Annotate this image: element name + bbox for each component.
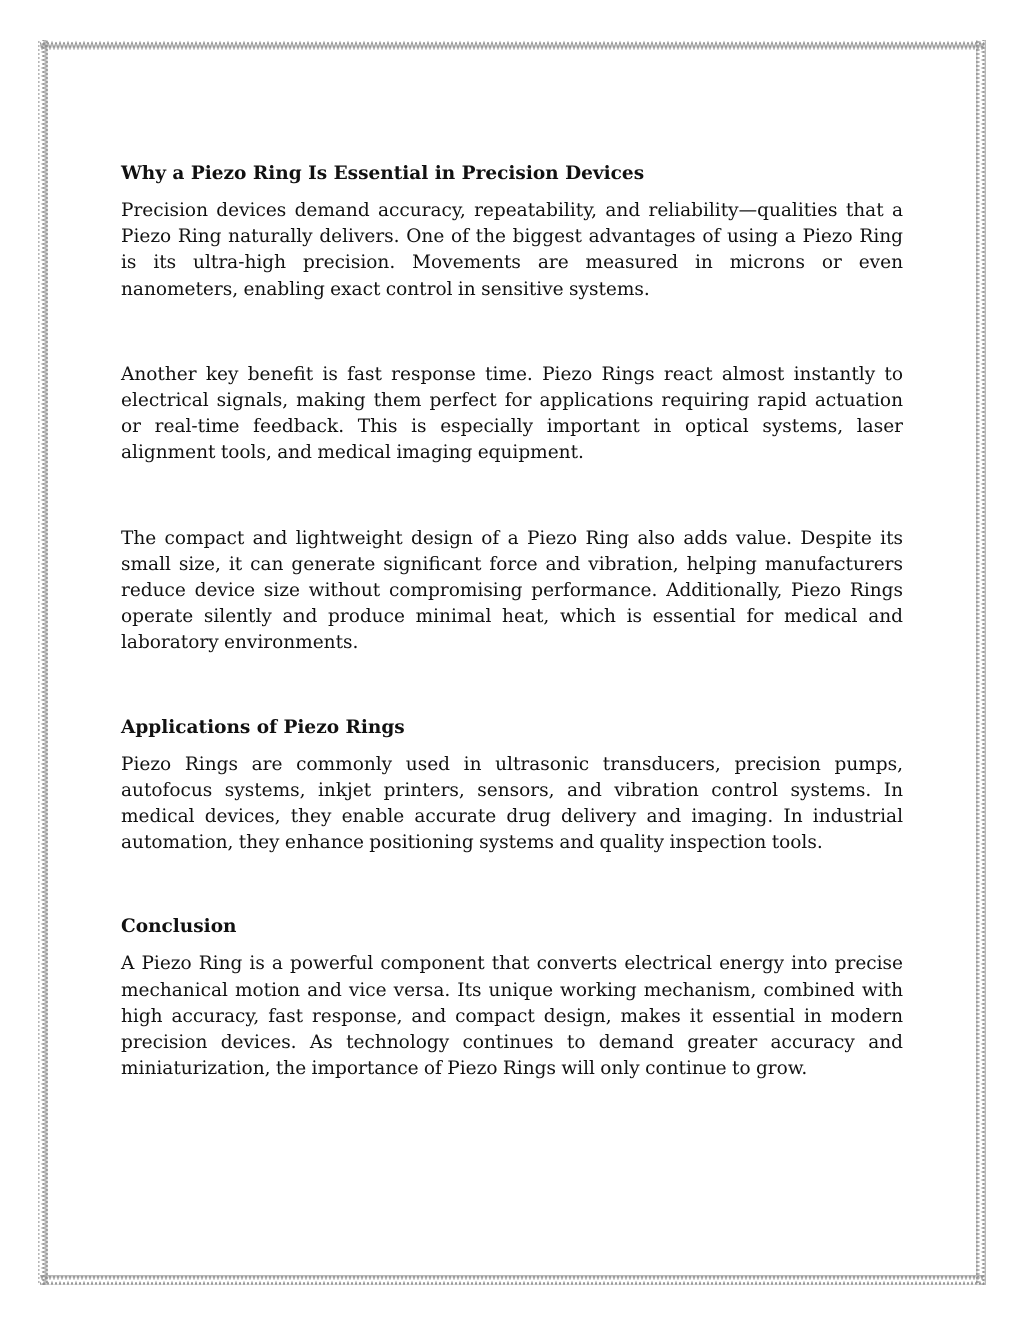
section-heading-conclusion: Conclusion (121, 916, 237, 938)
border-left (38, 40, 48, 1285)
paragraph-precision-intro: Precision devices demand accuracy, repeatability, and reliability—qualities that a Piezo Ring naturally delivers. One of the biggest advantages of using a Piezo Ring is its ultra-high precision. Movements are measured in microns or even nanometers, enabling exact control in sensitive systems. (121, 200, 903, 300)
paragraph-compact-design: The compact and lightweight design of a Piezo Ring also adds value. Despite its small size, it can generate significant force and vibration, helping manufacturers reduce device size without compromising performance. Additionally, Piezo Rings operate silently and produce minimal heat, which is essential for medical and laboratory environments. (121, 527, 903, 654)
paragraph-applications: Piezo Rings are commonly used in ultrasonic transducers, precision pumps, autofocus systems, inkjet printers, sensors, and vibration control systems. In medical devices, they enable accurate drug delivery and imaging. In industrial automation, they enhance positioning systems and quality inspection tools. (121, 753, 903, 854)
border-bottom (40, 1275, 984, 1285)
section-heading-applications: Applications of Piezo Rings (121, 716, 405, 738)
paragraph-fast-response: Another key benefit is fast response time. Piezo Rings react almost instantly to electrical signals, making them perfect for applications requiring rapid actuation or real-time feedback. This is especially important in optical systems, laser alignment tools, and medical imaging equipment. (121, 363, 903, 464)
border-top (40, 40, 984, 50)
document-body (121, 159, 903, 1082)
section-heading-why-essential: Why a Piezo Ring Is Essential in Precision Devices (121, 163, 645, 184)
paragraph-conclusion: A Piezo Ring is a powerful component that converts electrical energy into precise mechanical motion and vice versa. Its unique working mechanism, combined with high accuracy, fast response, and compact design, makes it essential in modern precision devices. As technology continues to demand greater accuracy and miniaturization, the importance of Piezo Rings will only continue to grow. (121, 953, 903, 1080)
border-right (976, 40, 986, 1285)
